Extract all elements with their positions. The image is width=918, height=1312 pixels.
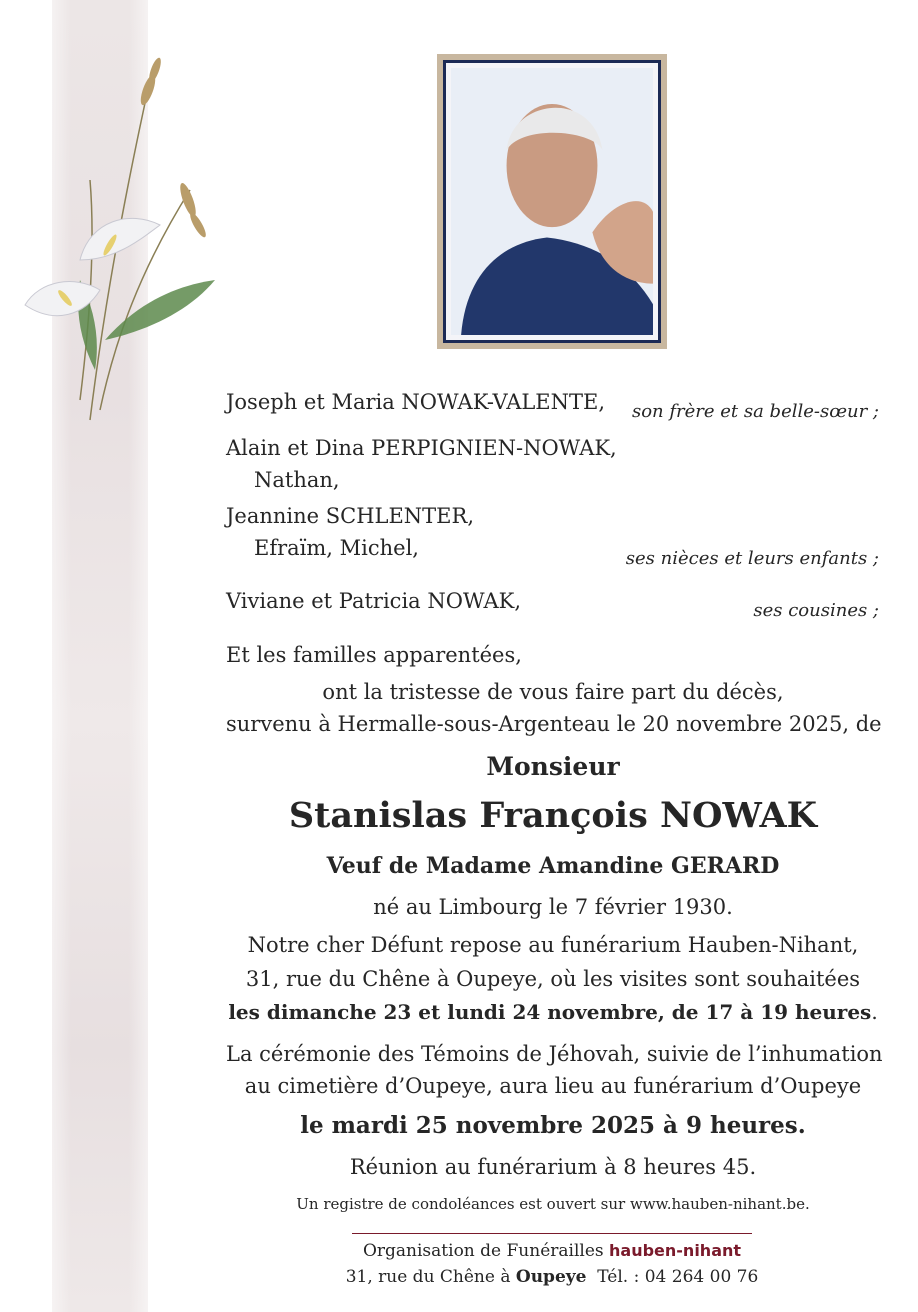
deceased-spouse: Veuf de Madame Amandine GERARD bbox=[326, 853, 780, 879]
ceremony-line-1: La cérémonie des Témoins de Jéhovah, suivie de l’inhumation bbox=[226, 1042, 883, 1066]
ceremony-date: le mardi 25 novembre 2025 à 9 heures. bbox=[300, 1112, 806, 1139]
family-line-3: Jeannine SCHLENTER, bbox=[226, 504, 475, 528]
relation-cousins: ses cousines ; bbox=[753, 600, 879, 621]
family-line-1: Joseph et Maria NOWAK-VALENTE, bbox=[226, 390, 606, 414]
footer-org: Organisation de Funérailles bbox=[362, 1241, 604, 1261]
deceased-birth: né au Limbourg le 7 février 1930. bbox=[373, 895, 733, 919]
relation-nieces: ses nièces et leurs enfants ; bbox=[625, 548, 879, 569]
deceased-title: Monsieur bbox=[486, 752, 620, 781]
announcement-line-2: survenu à Hermalle-sous-Argenteau le 20 novembre 2025, de bbox=[226, 712, 882, 736]
reunion-line: Réunion au funérarium à 8 heures 45. bbox=[349, 1155, 757, 1179]
family-line-2b: Nathan, bbox=[254, 468, 340, 492]
footer-address: 31, rue du Chêne à bbox=[345, 1267, 511, 1287]
footer-phone: Tél. : 04 264 00 76 bbox=[597, 1267, 759, 1287]
repose-line-1: Notre cher Défunt repose au funérarium Hauben-Nihant, bbox=[247, 933, 859, 957]
repose-line-2: 31, rue du Chêne à Oupeye, où les visites sont souhaitées bbox=[245, 967, 861, 991]
family-line-2: Alain et Dina PERPIGNIEN-NOWAK, bbox=[226, 436, 617, 460]
relation-brother: son frère et sa belle-sœur ; bbox=[631, 401, 879, 422]
footer-divider bbox=[352, 1233, 752, 1234]
family-line-4: Viviane et Patricia NOWAK, bbox=[226, 589, 522, 613]
footer-city: Oupeye bbox=[515, 1267, 587, 1287]
footer-org-line bbox=[352, 1243, 752, 1260]
visits-dates: les dimanche 23 et lundi 24 novembre, de 17 à 19 heures bbox=[228, 1000, 872, 1024]
portrait-frame bbox=[437, 54, 667, 349]
family-line-3b: Efraïm, Michel, bbox=[254, 536, 419, 560]
visits-line bbox=[226, 1002, 880, 1022]
family-line-5: Et les familles apparentées, bbox=[226, 643, 522, 667]
portrait-photo bbox=[451, 68, 653, 335]
announcement-line-1: ont la tristesse de vous faire part du décès, bbox=[322, 680, 784, 704]
visits-period: . bbox=[871, 1000, 878, 1024]
footer-address-line bbox=[330, 1269, 774, 1286]
funeral-home-logo: hauben-nihant bbox=[609, 1241, 742, 1260]
calla-lily-wheat-illustration bbox=[20, 40, 220, 440]
ceremony-line-2: au cimetière d’Oupeye, aura lieu au funérarium d’Oupeye bbox=[244, 1074, 862, 1098]
condolence-register: Un registre de condoléances est ouvert sur www.hauben-nihant.be. bbox=[296, 1195, 810, 1213]
deceased-name: Stanislas François NOWAK bbox=[288, 795, 818, 836]
